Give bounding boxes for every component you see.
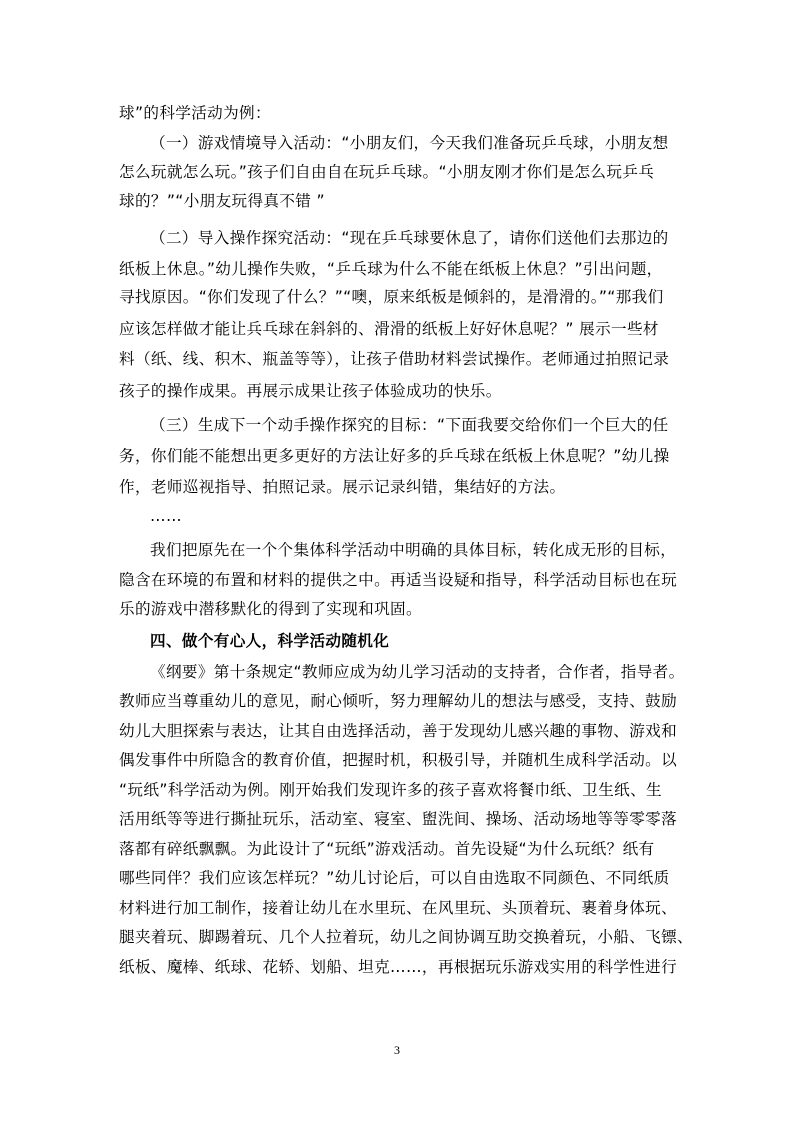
text-line: 乐的游戏中潜移默化的得到了实现和巩固。: [119, 600, 422, 618]
text-line: ……: [150, 507, 182, 525]
text-line: 材料进行加工制作，接着让幼儿在水里玩、在风里玩、头顶着玩、裹着身体玩、: [119, 899, 678, 917]
text-line: 怎么玩就怎么玩。”孩子们自由自在玩乒乓球。“小朋友刚才你们是怎么玩乒乓: [119, 163, 655, 181]
text-line: 教师应当尊重幼儿的意见，耐心倾听，努力理解幼儿的想法与感受，支持、鼓励: [119, 692, 678, 710]
text-line: 腿夹着玩、脚踢着玩、几个人拉着玩，幼儿之间协调互助交换着玩，小船、飞镖、: [119, 928, 693, 946]
text-line: 纸板上休息。”幼儿操作失败，“乒乓球为什么不能在纸板上休息？”引出问题，: [119, 260, 663, 278]
text-line: 纸板、魔棒、纸球、花轿、划船、坦克……，再根据玩乐游戏实用的科学性进行: [119, 958, 678, 976]
text-line: 幼儿大胆探索与表达，让其自由选择活动，善于发现幼儿感兴趣的事物、游戏和: [119, 722, 678, 740]
text-line: 寻找原因。“你们发现了什么？”“噢，原来纸板是倾斜的，是滑滑的。”“那我们: [119, 288, 664, 306]
text-line: 我们把原先在一个个集体科学活动中明确的具体目标，转化成无形的目标，: [150, 541, 677, 559]
text-line: 球的？”“小朋友玩得真不错 ”: [119, 192, 325, 210]
page-number: 3: [394, 1043, 400, 1057]
text-line: 孩子的操作成果。再展示成果让孩子体验成功的快乐。: [119, 382, 502, 400]
section-heading: 四、做个有心人，科学活动随机化: [150, 632, 390, 650]
text-line: 料（纸、线、积木、瓶盖等等），让孩子借助材料尝试操作。老师通过拍照记录: [119, 350, 670, 368]
text-line: 务，你们能不能想出更多更好的方法让好多的乒乓球在纸板上休息呢？”幼儿操: [119, 447, 670, 465]
text-line: （二）导入操作探究活动：“现在乒乓球要休息了，请你们送他们去那边的: [150, 229, 669, 247]
text-line: 落都有碎纸飘飘。为此设计了“玩纸”游戏活动。首先设疑“为什么玩纸？纸有: [119, 840, 655, 858]
text-line: 《纲要》第十条规定“教师应成为幼儿学习活动的支持者，合作者，指导者。: [150, 663, 685, 681]
text-line: 球”的科学活动为例：: [119, 104, 271, 122]
text-line: “玩纸”科学活动为例。刚开始我们发现许多的孩子喜欢将餐巾纸、卫生纸、生: [119, 781, 663, 799]
text-line: 偶发事件中所隐含的教育价值，把握时机，积极引导，并随机生成科学活动。以: [119, 751, 678, 769]
text-line: 隐含在环境的布置和材料的提供之中。再适当设疑和指导，科学活动目标也在玩: [119, 571, 678, 589]
text-line: （三）生成下一个动手操作探究的目标：“下面我要交给你们一个巨大的任: [150, 416, 669, 434]
text-line: 哪些同伴？我们应该怎样玩？”幼儿讨论后，可以自由选取不同颜色、不同纸质: [119, 869, 670, 887]
text-line: （一）游戏情境导入活动：“小朋友们，今天我们准备玩乒乓球，小朋友想: [150, 134, 669, 152]
text-line: 活用纸等等进行撕扯玩乐，活动室、寝室、盥洗间、操场、活动场地等等零零落: [119, 810, 678, 828]
text-line: 应该怎样做才能让兵乓球在斜斜的、滑滑的纸板上好好休息呢？” 展示一些材: [119, 320, 659, 338]
text-line: 作，老师巡视指导、拍照记录。展示记录纠错，集结好的方法。: [119, 478, 566, 496]
